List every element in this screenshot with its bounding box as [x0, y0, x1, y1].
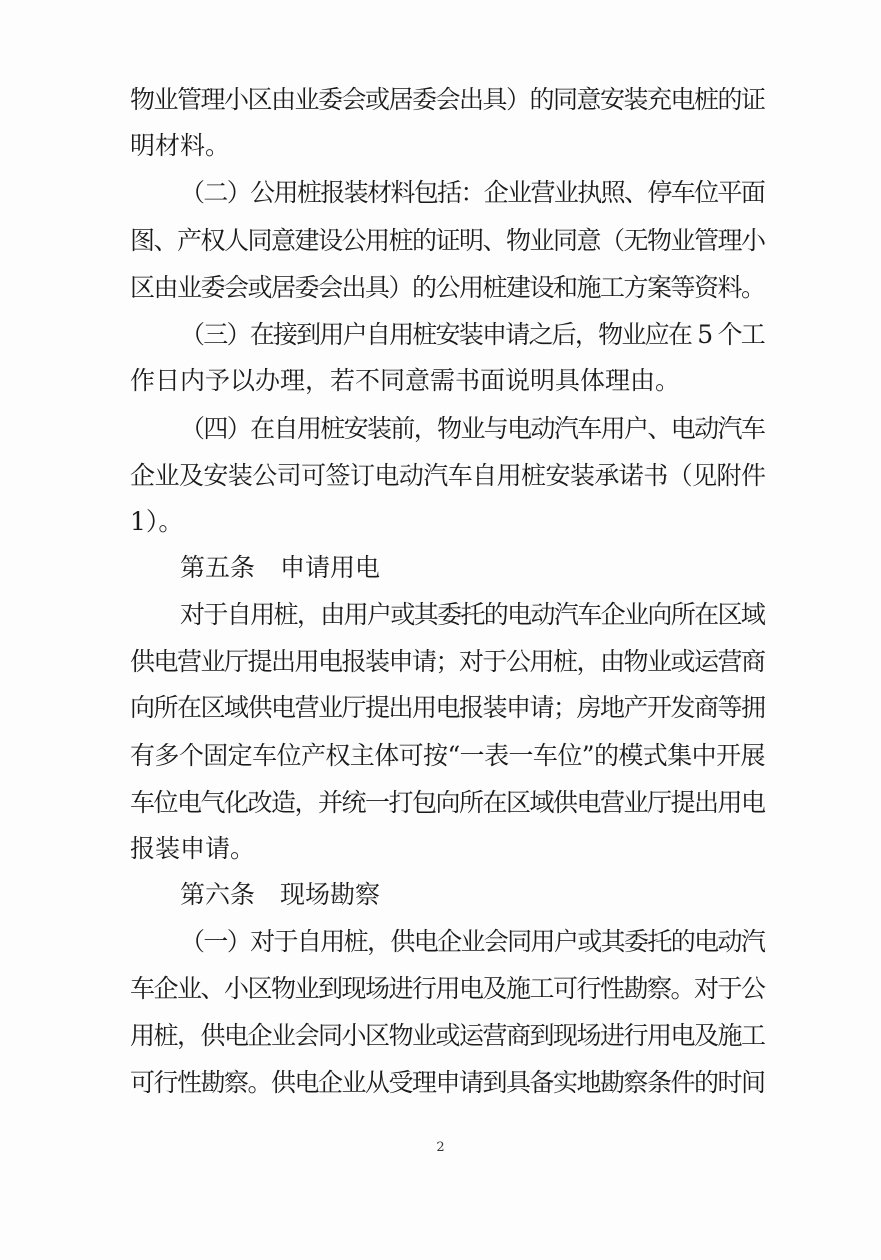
body-line: 明材料。	[130, 131, 231, 160]
body-line: 车位电气化改造，并统一打包向所在区域供电营业厅提出用电	[130, 788, 765, 817]
body-line: 企业及安装公司可签订电动汽车自用桩安装承诺书（见附件	[130, 461, 766, 490]
body-line: 图、产权人同意建设公用桩的证明、物业同意（无物业管理小	[130, 226, 765, 255]
section-heading: 第五条 申请用电	[180, 553, 381, 582]
body-line: 用桩，供电企业会同小区物业或运营商到现场进行用电及施工	[130, 1021, 765, 1050]
body-line: 报装申请。	[130, 834, 256, 863]
body-line: （一）对于自用桩，供电企业会同用户或其委托的电动汽	[180, 927, 765, 956]
section-heading: 第六条 现场勘察	[180, 880, 381, 909]
body-line: 有多个固定车位产权主体可按“一表一车位”的模式集中开展	[130, 741, 765, 770]
body-line: 可行性勘察。供电企业从受理申请到具备实地勘察条件的时间	[130, 1068, 765, 1097]
body-line: 1）。	[130, 507, 184, 536]
body-line: 供电营业厅提出用电报装申请；对于公用桩，由物业或运营商	[130, 647, 765, 676]
body-line: （四）在自用桩安装前，物业与电动汽车用户、电动汽车	[180, 414, 765, 443]
body-line: （二）公用桩报装材料包括：企业营业执照、停车位平面	[180, 178, 765, 207]
body-line: 向所在区域供电营业厅提出用电报装申请；房地产开发商等拥	[130, 693, 765, 722]
body-line: 物业管理小区由业委会或居委会出具）的同意安装充电桩的证	[130, 85, 765, 114]
page-number: 2	[436, 1140, 445, 1155]
body-line: （三）在接到用户自用桩安装申请之后，物业应在 5 个工	[180, 320, 765, 349]
body-line: 区由业委会或居委会出具）的公用桩建设和施工方案等资料。	[130, 273, 765, 302]
body-line: 作日内予以办理，若不同意需书面说明具体理由。	[130, 366, 681, 395]
body-line: 车企业、小区物业到现场进行用电及施工可行性勘察。对于公	[130, 974, 765, 1003]
body-line: 对于自用桩，由用户或其委托的电动汽车企业向所在区域	[180, 600, 765, 629]
